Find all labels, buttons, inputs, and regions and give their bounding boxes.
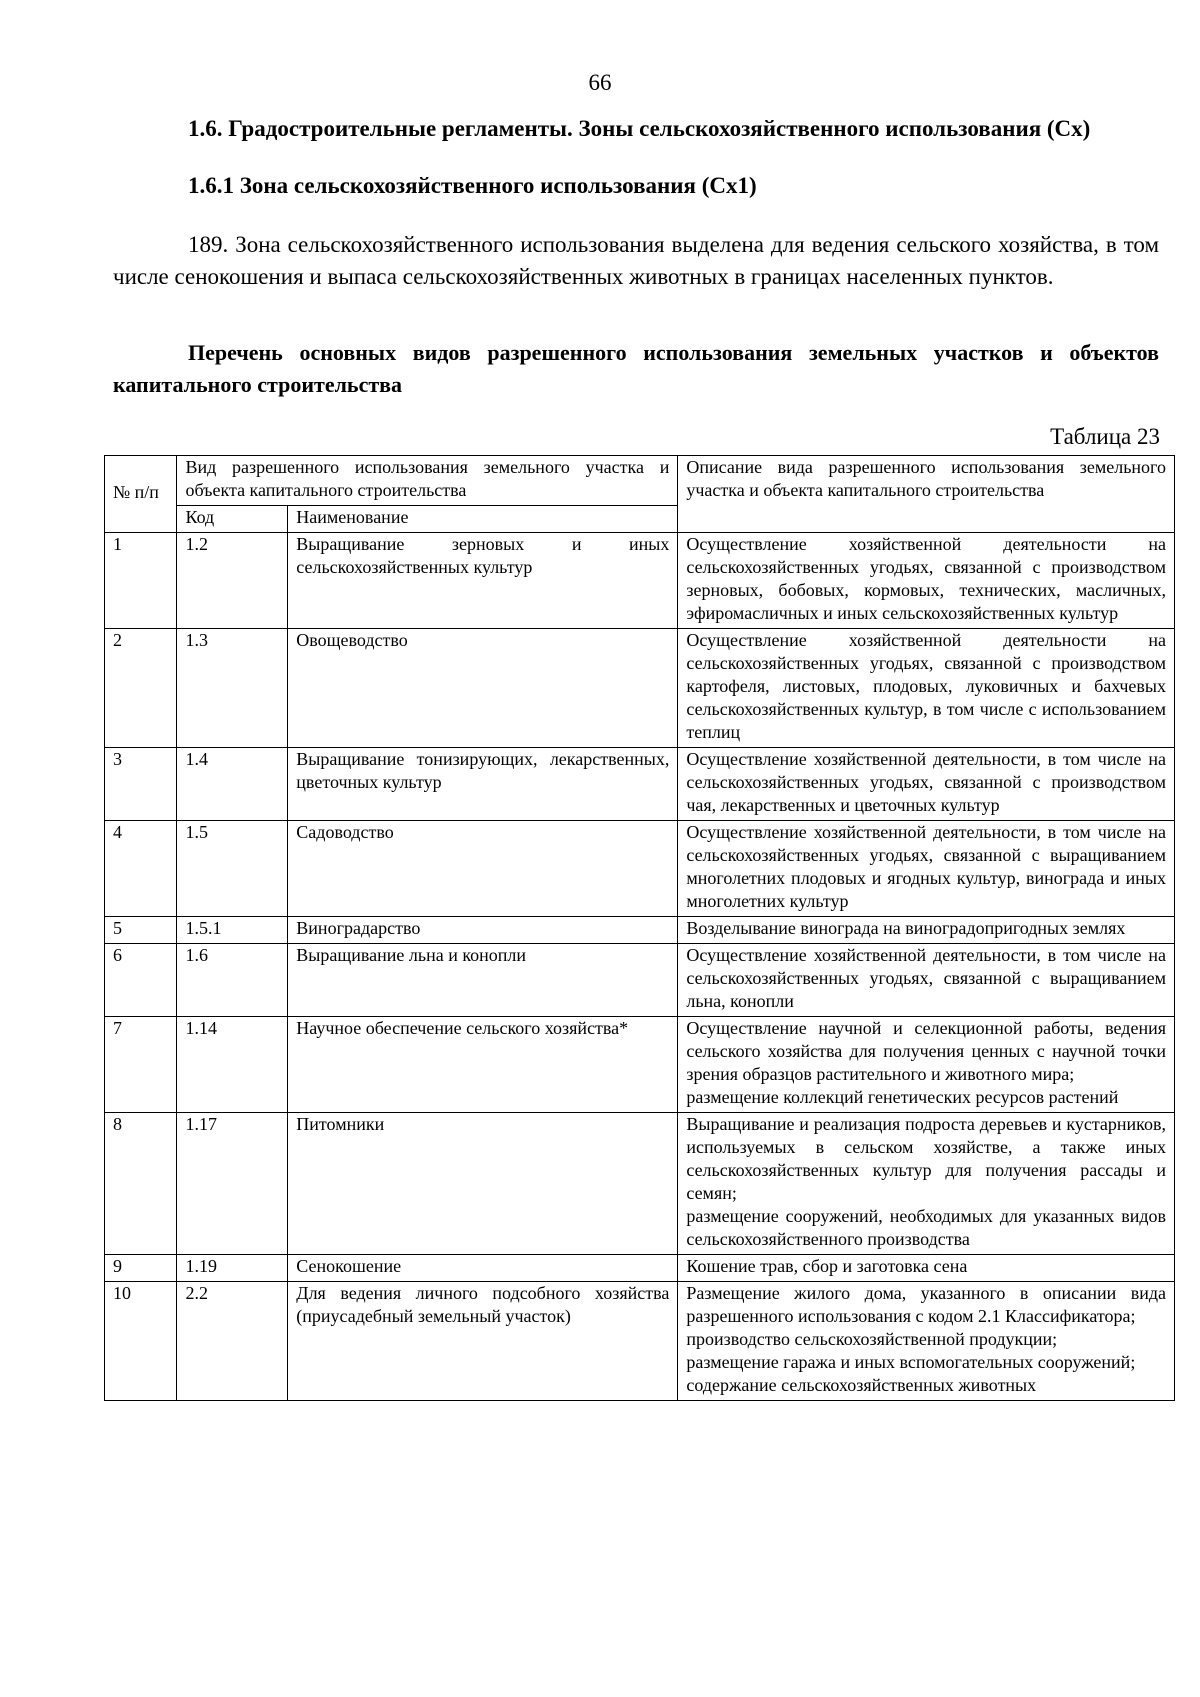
header-num: № п/п bbox=[105, 456, 177, 533]
row-description-line: размещение коллекций генетических ресурсов растений bbox=[686, 1087, 1119, 1107]
row-code: 1.3 bbox=[177, 629, 288, 748]
table-row bbox=[105, 533, 1175, 629]
row-number: 6 bbox=[105, 944, 177, 1017]
row-name: Садоводство bbox=[288, 821, 678, 917]
row-code: 1.17 bbox=[177, 1113, 288, 1255]
header-code: Код bbox=[177, 506, 288, 533]
header-kind: Вид разрешенного использования земельного участка и объекта капитального строительства bbox=[177, 456, 678, 506]
table-row bbox=[105, 1113, 1175, 1255]
row-description-line: Осуществление хозяйственной деятельности на сельскохозяйственных угодьях, связанной с производством картофеля, листовых, плодовых, луковичных и бахчевых сельскохозяйственных культур, в том числе с использованием теплиц bbox=[686, 630, 1166, 742]
row-name: Выращивание зерновых и иных сельскохозяйственных культур bbox=[288, 533, 678, 629]
page-number: 66 bbox=[588, 70, 612, 95]
row-name: Овощеводство bbox=[288, 629, 678, 748]
row-code: 1.19 bbox=[177, 1255, 288, 1282]
table-row bbox=[105, 944, 1175, 1017]
header-description: Описание вида разрешенного использования земельного участка и объекта капитального строительства bbox=[678, 456, 1175, 533]
table-row bbox=[105, 1255, 1175, 1282]
row-name: Научное обеспечение сельского хозяйства* bbox=[288, 1017, 678, 1113]
row-code: 2.2 bbox=[177, 1282, 288, 1401]
row-name: Сенокошение bbox=[288, 1255, 678, 1282]
row-code: 1.2 bbox=[177, 533, 288, 629]
row-description-line: Осуществление хозяйственной деятельности на сельскохозяйственных угодьях, связанной с производством зерновых, бобовых, кормовых, технических, масличных, эфиромасличных и иных сельскохозяйственных культур bbox=[686, 534, 1166, 623]
row-code: 1.4 bbox=[177, 748, 288, 821]
body-paragraph: 189. Зона сельскохозяйственного использования выделена для ведения сельского хозяйства, в том числе сенокошения и выпаса сельскохозяйственных животных в границах населенных пунктов. bbox=[113, 232, 1159, 289]
row-number: 7 bbox=[105, 1017, 177, 1113]
row-number: 4 bbox=[105, 821, 177, 917]
section-heading: 1.6. Градостроительные регламенты. Зоны сельскохозяйственного использования (Сх) bbox=[188, 116, 1091, 141]
row-number: 3 bbox=[105, 748, 177, 821]
row-description bbox=[678, 1282, 1175, 1401]
row-description bbox=[678, 533, 1175, 629]
row-number: 2 bbox=[105, 629, 177, 748]
row-description-line: Возделывание винограда на виноградопригодных землях bbox=[686, 918, 1126, 938]
row-description-line: Выращивание и реализация подроста деревьев и кустарников, используемых в сельском хозяйстве, а также иных сельскохозяйственных культур для получения рассады и семян; bbox=[686, 1114, 1166, 1203]
row-description bbox=[678, 1113, 1175, 1255]
row-name: Для ведения личного подсобного хозяйства (приусадебный земельный участок) bbox=[288, 1282, 678, 1401]
row-code: 1.6 bbox=[177, 944, 288, 1017]
row-description bbox=[678, 917, 1175, 944]
table-row bbox=[105, 748, 1175, 821]
row-description bbox=[678, 1255, 1175, 1282]
row-description-line: Осуществление хозяйственной деятельности, в том числе на сельскохозяйственных угодьях, связанной с производством чая, лекарственных и цветочных культур bbox=[686, 749, 1166, 815]
row-number: 8 bbox=[105, 1113, 177, 1255]
header-name: Наименование bbox=[288, 506, 678, 533]
table-row bbox=[105, 821, 1175, 917]
row-description-line: размещение сооружений, необходимых для указанных видов сельскохозяйственного производства bbox=[686, 1206, 1166, 1249]
table-row bbox=[105, 917, 1175, 944]
list-title: Перечень основных видов разрешенного использования земельных участков и объектов капитального строительства bbox=[113, 340, 1159, 397]
row-code: 1.14 bbox=[177, 1017, 288, 1113]
row-name: Виноградарство bbox=[288, 917, 678, 944]
row-number: 1 bbox=[105, 533, 177, 629]
table-row bbox=[105, 1017, 1175, 1113]
row-description-line: Размещение жилого дома, указанного в описании вида разрешенного использования с кодом 2.1 Классификатора; bbox=[686, 1283, 1166, 1326]
row-description-line: Осуществление научной и селекционной работы, ведения сельского хозяйства для получения ценных с научной точки зрения образцов растительного и животного мира; bbox=[686, 1018, 1166, 1084]
row-description-line: производство сельскохозяйственной продукции; bbox=[686, 1329, 1058, 1349]
row-code: 1.5.1 bbox=[177, 917, 288, 944]
row-number: 10 bbox=[105, 1282, 177, 1401]
row-name: Питомники bbox=[288, 1113, 678, 1255]
permitted-use-table bbox=[104, 455, 1175, 1401]
row-description bbox=[678, 944, 1175, 1017]
table-row bbox=[105, 1282, 1175, 1401]
row-description-line: содержание сельскохозяйственных животных bbox=[686, 1375, 1037, 1395]
row-number: 5 bbox=[105, 917, 177, 944]
row-description-line: Осуществление хозяйственной деятельности, в том числе на сельскохозяйственных угодьях, связанной с выращиванием многолетних плодовых и ягодных культур, винограда и иных многолетних культур bbox=[686, 822, 1166, 911]
row-code: 1.5 bbox=[177, 821, 288, 917]
table-body bbox=[105, 533, 1175, 1401]
table-caption: Таблица 23 bbox=[1050, 424, 1160, 449]
row-description bbox=[678, 748, 1175, 821]
row-description-line: Кошение трав, сбор и заготовка сена bbox=[686, 1256, 968, 1276]
row-name: Выращивание тонизирующих, лекарственных, цветочных культур bbox=[288, 748, 678, 821]
row-number: 9 bbox=[105, 1255, 177, 1282]
row-description bbox=[678, 629, 1175, 748]
row-name: Выращивание льна и конопли bbox=[288, 944, 678, 1017]
row-description-line: размещение гаража и иных вспомогательных сооружений; bbox=[686, 1352, 1136, 1372]
subsection-heading: 1.6.1 Зона сельскохозяйственного использования (Сх1) bbox=[188, 173, 757, 198]
table-row bbox=[105, 629, 1175, 748]
row-description-line: Осуществление хозяйственной деятельности, в том числе на сельскохозяйственных угодьях, связанной с выращиванием льна, конопли bbox=[686, 945, 1166, 1011]
row-description bbox=[678, 821, 1175, 917]
row-description bbox=[678, 1017, 1175, 1113]
